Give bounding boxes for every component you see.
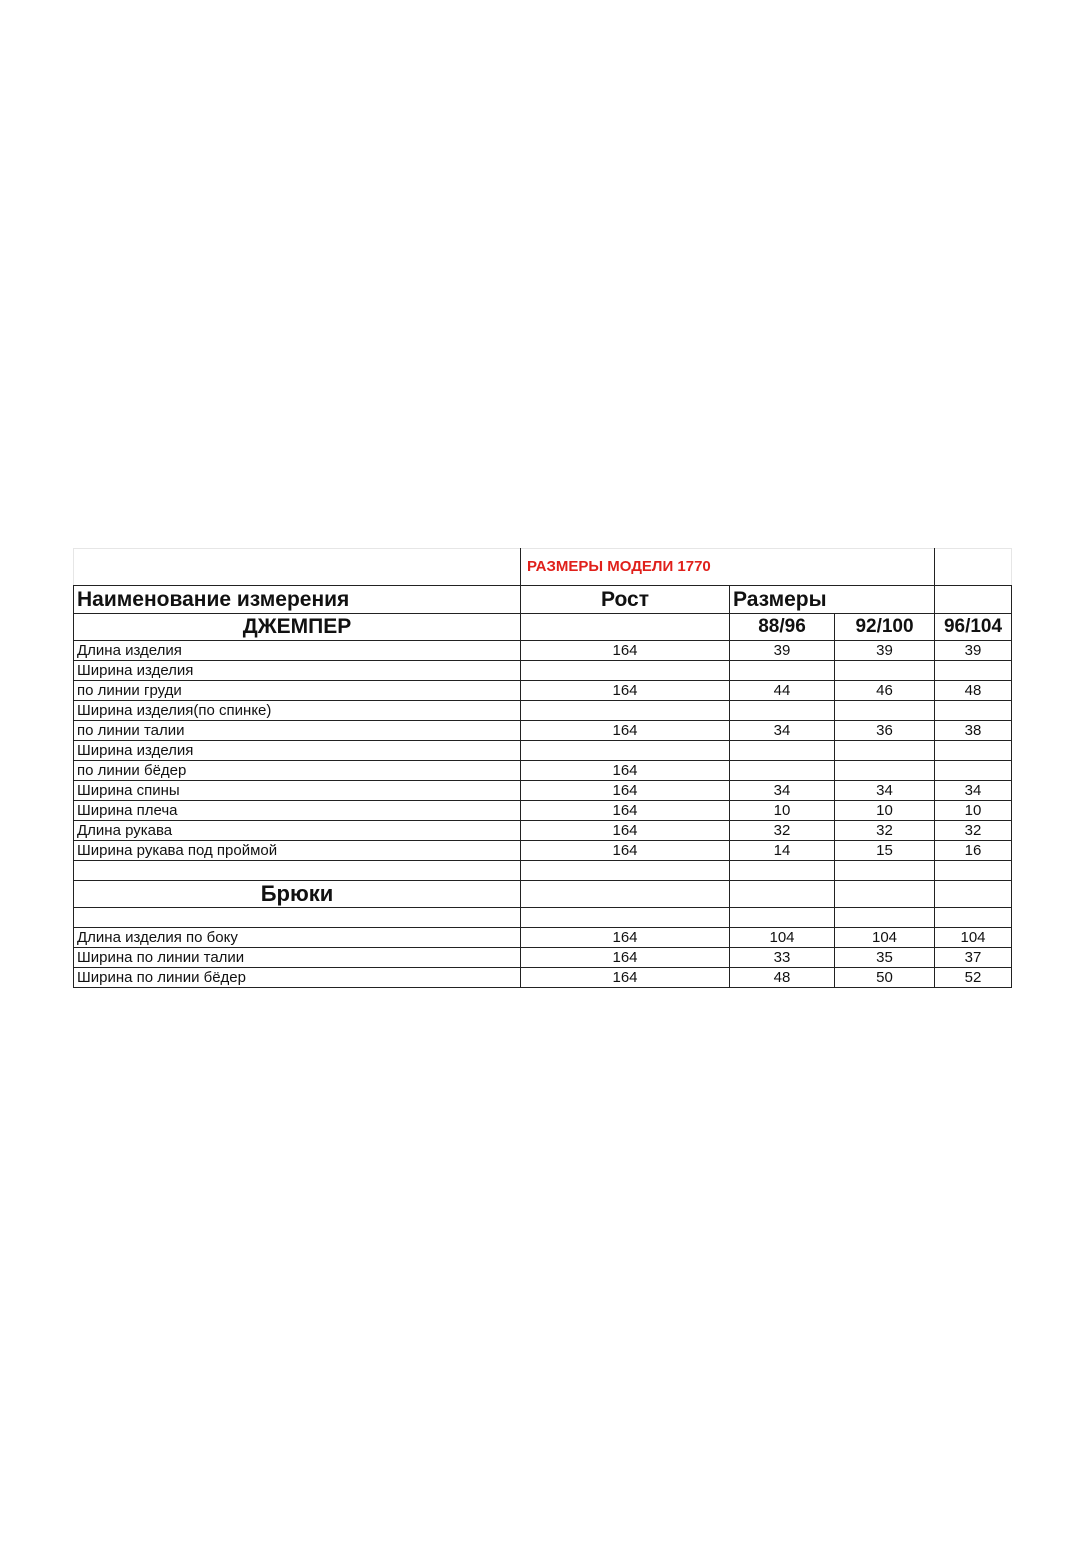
measurement-label: Ширина по линии талии — [74, 948, 521, 968]
header-measurement-name: Наименование измерения — [74, 586, 521, 614]
table-row — [74, 701, 1012, 721]
size-header — [730, 881, 835, 908]
table-row — [74, 861, 1012, 881]
height-value: 164 — [521, 641, 730, 661]
size-value: 37 — [935, 948, 1012, 968]
height-value: 164 — [521, 781, 730, 801]
height-value: 164 — [521, 761, 730, 781]
size-value: 39 — [835, 641, 935, 661]
table-row — [74, 761, 1012, 781]
table-row — [74, 661, 1012, 681]
size-value — [730, 741, 835, 761]
size-value: 34 — [730, 721, 835, 741]
size-value — [935, 861, 1012, 881]
size-header: 96/104 — [935, 614, 1012, 641]
size-value — [835, 741, 935, 761]
table-row — [74, 721, 1012, 741]
height-value: 164 — [521, 801, 730, 821]
height-value — [521, 908, 730, 928]
size-value — [935, 761, 1012, 781]
header-row — [74, 586, 1012, 614]
section-row — [74, 881, 1012, 908]
size-value: 34 — [730, 781, 835, 801]
size-value — [835, 701, 935, 721]
size-value: 14 — [730, 841, 835, 861]
size-value: 104 — [730, 928, 835, 948]
size-value: 50 — [835, 968, 935, 988]
size-value: 39 — [935, 641, 1012, 661]
size-value: 104 — [835, 928, 935, 948]
size-value — [935, 661, 1012, 681]
table-row — [74, 781, 1012, 801]
measurement-label: Ширина плеча — [74, 801, 521, 821]
section-name: Брюки — [74, 881, 521, 908]
height-value: 164 — [521, 821, 730, 841]
size-header — [835, 881, 935, 908]
size-header — [935, 881, 1012, 908]
measurement-label: Ширина по линии бёдер — [74, 968, 521, 988]
size-value: 38 — [935, 721, 1012, 741]
size-value — [835, 861, 935, 881]
size-value — [835, 661, 935, 681]
size-value: 39 — [730, 641, 835, 661]
size-chart-table — [73, 548, 1012, 988]
height-value: 164 — [521, 948, 730, 968]
measurement-label: Длина рукава — [74, 821, 521, 841]
size-header: 92/100 — [835, 614, 935, 641]
title-blank-cell — [74, 549, 521, 586]
height-value — [521, 861, 730, 881]
size-header: 88/96 — [730, 614, 835, 641]
size-value: 10 — [835, 801, 935, 821]
size-value — [935, 741, 1012, 761]
size-value: 32 — [935, 821, 1012, 841]
measurement-label: по линии талии — [74, 721, 521, 741]
measurement-label: Ширина изделия — [74, 661, 521, 681]
header-blank-cell — [835, 586, 935, 614]
size-value: 10 — [730, 801, 835, 821]
height-value: 164 — [521, 841, 730, 861]
size-value: 16 — [935, 841, 1012, 861]
table-row — [74, 801, 1012, 821]
size-value: 44 — [730, 681, 835, 701]
height-value — [521, 701, 730, 721]
header-blank-cell — [935, 586, 1012, 614]
measurement-label: по линии бёдер — [74, 761, 521, 781]
header-height: Рост — [521, 586, 730, 614]
height-value: 164 — [521, 721, 730, 741]
size-value — [835, 908, 935, 928]
measurement-label: Ширина спины — [74, 781, 521, 801]
section-name: ДЖЕМПЕР — [74, 614, 521, 641]
table-row — [74, 641, 1012, 661]
measurement-label — [74, 908, 521, 928]
size-value: 33 — [730, 948, 835, 968]
size-value: 36 — [835, 721, 935, 741]
table-row — [74, 928, 1012, 948]
size-value: 32 — [730, 821, 835, 841]
size-value — [730, 908, 835, 928]
height-value — [521, 741, 730, 761]
table-row — [74, 948, 1012, 968]
measurement-label: Длина изделия — [74, 641, 521, 661]
title-blank-cell — [935, 549, 1012, 586]
table-row — [74, 968, 1012, 988]
table-title: РАЗМЕРЫ МОДЕЛИ 1770 — [521, 549, 935, 586]
size-value — [935, 908, 1012, 928]
size-value — [835, 761, 935, 781]
size-value — [935, 701, 1012, 721]
section-row — [74, 614, 1012, 641]
table-row — [74, 841, 1012, 861]
measurement-label: Ширина рукава под проймой — [74, 841, 521, 861]
measurement-label: Длина изделия по боку — [74, 928, 521, 948]
header-sizes: Размеры — [730, 586, 835, 614]
size-value: 52 — [935, 968, 1012, 988]
table-row — [74, 741, 1012, 761]
measurement-label: по линии груди — [74, 681, 521, 701]
measurement-label: Ширина изделия — [74, 741, 521, 761]
size-value: 46 — [835, 681, 935, 701]
size-value — [730, 761, 835, 781]
section-blank-cell — [521, 881, 730, 908]
size-value: 10 — [935, 801, 1012, 821]
size-value: 15 — [835, 841, 935, 861]
height-value: 164 — [521, 928, 730, 948]
size-value — [730, 701, 835, 721]
table-row — [74, 908, 1012, 928]
title-row — [74, 549, 1012, 586]
table-row — [74, 821, 1012, 841]
size-value: 34 — [835, 781, 935, 801]
table-row — [74, 681, 1012, 701]
measurement-label — [74, 861, 521, 881]
size-value — [730, 661, 835, 681]
size-value: 35 — [835, 948, 935, 968]
size-value: 34 — [935, 781, 1012, 801]
size-value: 104 — [935, 928, 1012, 948]
height-value: 164 — [521, 681, 730, 701]
size-value: 48 — [935, 681, 1012, 701]
section-blank-cell — [521, 614, 730, 641]
measurement-label: Ширина изделия(по спинке) — [74, 701, 521, 721]
size-value: 48 — [730, 968, 835, 988]
height-value — [521, 661, 730, 681]
height-value: 164 — [521, 968, 730, 988]
size-value: 32 — [835, 821, 935, 841]
size-value — [730, 861, 835, 881]
